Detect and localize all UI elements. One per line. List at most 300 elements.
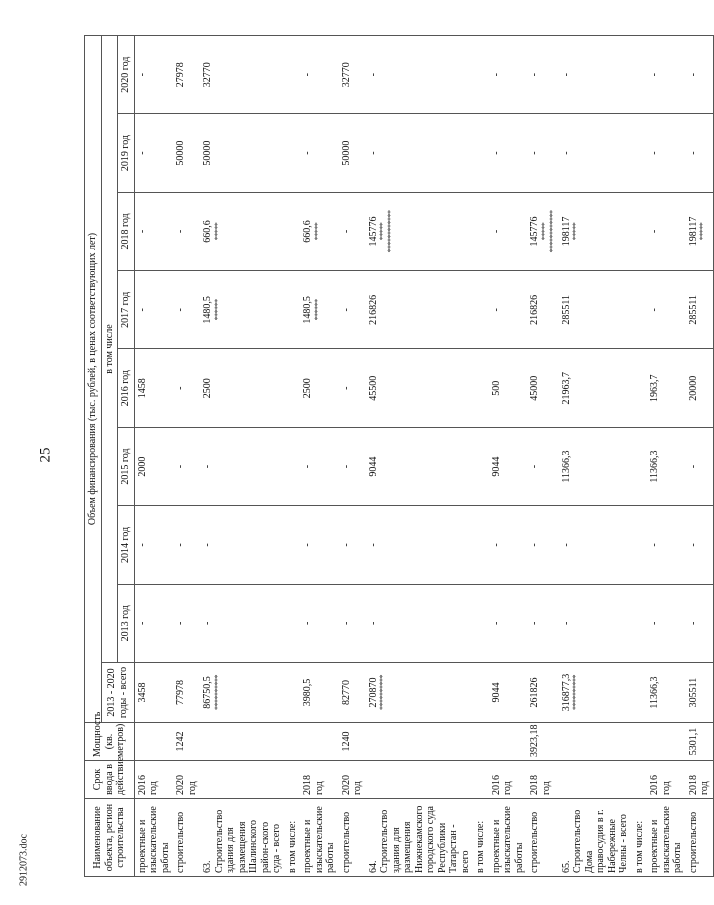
cell-term: [300, 761, 339, 799]
cell-year-value: -: [202, 543, 213, 547]
cell-year: [686, 271, 714, 349]
cell-year: [527, 192, 559, 270]
cell-year-value: -: [302, 543, 313, 547]
cell-year-value: -: [340, 229, 352, 234]
cell-name-value: 63. Строительство здания для размещения Шалинского район-ского суда - всего: [202, 809, 282, 873]
header-financing: Объем финансирования (тыс. рублей, в ценах соответствующих лет): [85, 36, 102, 723]
cell-term: [473, 761, 489, 799]
cell-year-value: -: [340, 543, 352, 547]
cell-year-value: 500: [490, 380, 502, 396]
cell-term-value: 2020 год: [175, 775, 198, 795]
cell-name-value: строительство: [687, 811, 699, 873]
cell-year: [285, 506, 301, 584]
cell-term: [559, 761, 632, 799]
cell-year-value: 1963,7: [649, 374, 660, 402]
cell-year: [632, 271, 648, 349]
cell-year: [173, 36, 200, 114]
cell-total-value: 77978: [175, 680, 186, 705]
cell-year-value: -: [136, 151, 148, 155]
footnote-mark: **********: [212, 675, 222, 710]
cell-capacity: [559, 723, 632, 761]
footnote-mark: **********: [378, 675, 387, 710]
cell-year: [173, 114, 200, 192]
cell-year: [134, 349, 173, 427]
cell-year: [647, 584, 686, 662]
cell-year: [285, 114, 301, 192]
cell-term: [527, 761, 559, 799]
cell-year-value: -: [490, 73, 502, 77]
cell-year-value: -: [560, 151, 572, 155]
cell-year: [489, 349, 528, 427]
cell-year: [647, 36, 686, 114]
cell-year: [200, 349, 285, 427]
cell-capacity: [473, 723, 489, 761]
cell-year-value: 285511: [560, 295, 572, 325]
table-row: [366, 36, 474, 877]
cell-name: [686, 799, 714, 877]
cell-year: [134, 36, 173, 114]
cell-name-value: 64. Строительство здания для размещения Нижнекамского городского суда Республики Татарстан - всего: [367, 805, 471, 873]
cell-year-value: -: [302, 151, 313, 155]
cell-term: [134, 761, 173, 799]
table-row: [489, 36, 528, 877]
cell-year: [200, 271, 285, 349]
cell-year: [366, 506, 474, 584]
cell-total-value: 11366,3: [649, 676, 660, 709]
cell-name-value: 65. Строительство Дома правосудия в г. Набережные Челны - всего: [560, 809, 629, 873]
cell-year: [285, 271, 301, 349]
cell-year-value: 660,6: [202, 220, 213, 243]
cell-year-value: -: [175, 386, 186, 390]
cell-year-value: -: [649, 73, 660, 77]
cell-term: [173, 761, 200, 799]
cell-total-value: 9044: [490, 682, 502, 703]
cell-year: [300, 271, 339, 349]
cell-year-value: -: [560, 73, 572, 77]
cell-year: [134, 271, 173, 349]
cell-year: [559, 192, 632, 270]
cell-total: [473, 663, 489, 723]
cell-year: [300, 427, 339, 505]
cell-term: [200, 761, 285, 799]
cell-name: [173, 799, 200, 877]
cell-year-value: 50000: [340, 140, 352, 166]
cell-year-value: 50000: [175, 140, 186, 166]
cell-year: [339, 36, 366, 114]
cell-year-value: 45500: [367, 375, 379, 401]
cell-year: [473, 192, 489, 270]
cell-year: [489, 506, 528, 584]
cell-year: [632, 349, 648, 427]
header-capacity: Мощность (кв. метров): [85, 723, 135, 761]
cell-term: [489, 761, 528, 799]
cell-year-value: 9044: [490, 456, 502, 477]
cell-year-value: 11366,3: [560, 450, 572, 483]
cell-name: [489, 799, 528, 877]
cell-year-value: 32770: [202, 62, 213, 88]
cell-year: [559, 349, 632, 427]
cell-year: [366, 427, 474, 505]
cell-year: [339, 349, 366, 427]
cell-year: [527, 506, 559, 584]
cell-year-value: -: [649, 543, 660, 547]
cell-year-value: -: [175, 543, 186, 547]
cell-year: [285, 36, 301, 114]
cell-total: [647, 663, 686, 723]
cell-year-value: -: [367, 543, 379, 547]
cell-year: [339, 506, 366, 584]
table-row: [686, 36, 714, 877]
cell-term-value: 2018 год: [687, 775, 710, 795]
cell-year: [489, 114, 528, 192]
cell-name-value: в том числе:: [286, 820, 298, 873]
cell-term: [366, 761, 474, 799]
cell-year: [489, 584, 528, 662]
cell-year-value: -: [687, 73, 699, 77]
cell-name: [200, 799, 285, 877]
header-year: 2013 год: [118, 584, 135, 662]
cell-year: [200, 584, 285, 662]
cell-year: [300, 36, 339, 114]
cell-year-value: -: [490, 151, 502, 155]
cell-year: [300, 506, 339, 584]
cell-year-value: 2500: [202, 378, 213, 399]
cell-year: [647, 271, 686, 349]
cell-year-value: -: [490, 543, 502, 547]
cell-year-value: -: [302, 464, 313, 469]
cell-year-value: -: [687, 621, 699, 625]
page-number: 25: [37, 447, 54, 463]
cell-total: [686, 663, 714, 723]
cell-total-value: 316877,3: [560, 673, 572, 712]
cell-capacity: [173, 723, 200, 761]
cell-year: [686, 114, 714, 192]
cell-year: [300, 114, 339, 192]
cell-year: [173, 427, 200, 505]
cell-year: [173, 584, 200, 662]
cell-year: [647, 349, 686, 427]
cell-year-value: -: [529, 464, 540, 469]
table-row: [559, 36, 632, 877]
footnote-mark: *****: [212, 222, 222, 241]
cell-year: [173, 192, 200, 270]
cell-year: [134, 584, 173, 662]
cell-year-value: -: [175, 621, 186, 625]
header-year: 2020 год: [118, 36, 135, 114]
cell-year: [339, 584, 366, 662]
table-row: [173, 36, 200, 877]
cell-year-value: 1458: [136, 378, 148, 399]
cell-year: [339, 427, 366, 505]
cell-year: [527, 271, 559, 349]
cell-year: [173, 271, 200, 349]
cell-year: [686, 192, 714, 270]
cell-total: [366, 663, 474, 723]
cell-term-value: 2018 год: [302, 775, 325, 795]
footnote-mark: ******: [312, 299, 322, 321]
cell-total-value: 261826: [529, 677, 540, 708]
footnote-mark: *****: [571, 222, 580, 241]
cell-year-value: 660,6: [302, 220, 313, 243]
cell-year-value: -: [202, 464, 213, 469]
cell-capacity-value: 1242: [175, 731, 186, 752]
cell-total: [173, 663, 200, 723]
cell-year: [632, 427, 648, 505]
cell-year: [489, 427, 528, 505]
cell-name-value: строительство: [529, 811, 540, 873]
cell-total: [285, 663, 301, 723]
cell-capacity: [134, 723, 173, 761]
cell-total: [489, 663, 528, 723]
cell-capacity: [300, 723, 339, 761]
header-year: 2016 год: [118, 349, 135, 427]
cell-name-value: проектные и изыскательские работы: [136, 806, 171, 873]
cell-year-value: -: [340, 464, 352, 469]
footnote-mark: *****: [698, 222, 707, 241]
cell-year: [366, 36, 474, 114]
cell-year: [200, 36, 285, 114]
cell-year-value: -: [560, 543, 572, 547]
cell-name: [366, 799, 474, 877]
cell-year: [300, 584, 339, 662]
cell-total-value: 82770: [340, 680, 352, 705]
header-year: 2017 год: [118, 271, 135, 349]
cell-year: [285, 192, 301, 270]
cell-name: [632, 799, 648, 877]
cell-year: [473, 349, 489, 427]
footnote-mark: **********: [571, 675, 580, 710]
table-row: [134, 36, 173, 877]
cell-year-value: 21963,7: [560, 371, 572, 405]
cell-year-value: -: [136, 543, 148, 547]
cell-year: [489, 36, 528, 114]
cell-year: [366, 584, 474, 662]
cell-year-value: 2000: [136, 456, 148, 477]
cell-year: [559, 114, 632, 192]
cell-year: [686, 36, 714, 114]
cell-year-value: -: [367, 621, 379, 625]
cell-year: [527, 349, 559, 427]
cell-year: [527, 427, 559, 505]
cell-capacity: [285, 723, 301, 761]
cell-year-value: 1480,5: [202, 296, 213, 324]
cell-name: [559, 799, 632, 877]
cell-capacity: [366, 723, 474, 761]
cell-year-value: 198117: [560, 216, 572, 247]
cell-name-value: в том числе:: [633, 820, 645, 873]
cell-year-value: -: [687, 151, 699, 155]
cell-total: [339, 663, 366, 723]
footnote-mark: ***** ************: [378, 210, 395, 253]
cell-year-value: -: [136, 73, 148, 77]
cell-year: [473, 427, 489, 505]
header-term: Срок ввода в действие: [85, 761, 135, 799]
cell-year: [200, 192, 285, 270]
cell-year-value: 285511: [687, 295, 699, 325]
cell-year-value: 216826: [367, 294, 379, 325]
cell-term: [285, 761, 301, 799]
cell-year: [173, 506, 200, 584]
cell-name-value: проектные и изыскательские работы: [302, 806, 336, 873]
cell-year-value: 32770: [340, 62, 352, 88]
cell-year-value: -: [649, 151, 660, 155]
cell-year: [527, 114, 559, 192]
cell-year-value: 27978: [175, 62, 186, 88]
cell-capacity: [632, 723, 648, 761]
cell-year: [647, 114, 686, 192]
cell-year: [647, 192, 686, 270]
cell-year: [473, 506, 489, 584]
cell-name-value: проектные и изыскательские работы: [649, 806, 683, 873]
cell-year: [559, 427, 632, 505]
cell-year-value: 216826: [529, 294, 540, 325]
cell-year-value: -: [202, 621, 213, 625]
cell-year-value: -: [490, 621, 502, 625]
cell-term-value: 2016 год: [490, 775, 513, 795]
cell-year: [339, 271, 366, 349]
cell-year: [366, 271, 474, 349]
cell-year: [300, 192, 339, 270]
cell-name-value: проектные и изыскательские работы: [490, 806, 525, 873]
financing-table: [84, 35, 714, 877]
cell-year: [686, 506, 714, 584]
cell-total: [632, 663, 648, 723]
cell-term-value: 2020 год: [340, 775, 363, 795]
cell-year: [489, 271, 528, 349]
cell-year: [366, 192, 474, 270]
cell-term-value: 2016 год: [649, 775, 672, 795]
cell-year: [366, 349, 474, 427]
table-row: [285, 36, 301, 877]
cell-total: [200, 663, 285, 723]
cell-name-value: строительство: [340, 811, 352, 873]
header-including: в том числе: [101, 36, 118, 663]
cell-year: [200, 506, 285, 584]
cell-name: [647, 799, 686, 877]
rotated-table-container: [84, 35, 710, 877]
cell-term-value: 2016 год: [136, 775, 159, 795]
table-body: [134, 36, 713, 877]
cell-total: [559, 663, 632, 723]
cell-year-value: -: [340, 386, 352, 390]
cell-capacity-value: 3923,18: [529, 724, 540, 757]
header-total: 2013 - 2020 годы - всего: [101, 663, 134, 723]
header-year: 2018 год: [118, 192, 135, 270]
cell-capacity: [339, 723, 366, 761]
cell-year-value: -: [649, 308, 660, 312]
cell-year-value: -: [687, 464, 699, 469]
cell-year-value: -: [529, 543, 540, 547]
cell-year: [134, 427, 173, 505]
cell-year-value: 11366,3: [649, 450, 660, 483]
cell-total: [527, 663, 559, 723]
cell-total: [300, 663, 339, 723]
cell-year: [339, 114, 366, 192]
cell-total: [134, 663, 173, 723]
cell-year: [200, 427, 285, 505]
header-name: Наименование объекта, регион строительства: [85, 799, 135, 877]
cell-total-value: 305511: [687, 677, 699, 708]
cell-year: [632, 192, 648, 270]
cell-name: [339, 799, 366, 877]
cell-year-value: 9044: [367, 456, 379, 477]
cell-year-value: -: [367, 73, 379, 77]
cell-year-value: 145776: [367, 216, 379, 247]
cell-year: [285, 584, 301, 662]
cell-year: [366, 114, 474, 192]
cell-year: [489, 192, 528, 270]
cell-year-value: -: [529, 151, 540, 155]
cell-year: [632, 36, 648, 114]
cell-year: [632, 584, 648, 662]
cell-name: [473, 799, 489, 877]
cell-year: [527, 584, 559, 662]
cell-year-value: 2500: [302, 378, 313, 399]
footer-filename: 2912073.doc: [18, 834, 30, 886]
cell-year-value: -: [649, 229, 660, 234]
cell-term: [632, 761, 648, 799]
cell-year-value: -: [302, 621, 313, 625]
cell-year: [686, 427, 714, 505]
cell-year: [559, 584, 632, 662]
cell-year: [300, 349, 339, 427]
cell-year-value: -: [649, 621, 660, 625]
cell-name-value: строительство: [175, 811, 186, 873]
cell-year-value: -: [136, 229, 148, 234]
cell-year-value: -: [490, 229, 502, 234]
cell-year-value: -: [175, 308, 186, 312]
cell-year-value: -: [340, 621, 352, 625]
cell-year: [559, 36, 632, 114]
cell-year-value: -: [490, 308, 502, 312]
cell-capacity: [200, 723, 285, 761]
cell-year-value: -: [136, 621, 148, 625]
table-row: [339, 36, 366, 877]
cell-total-value: 3458: [136, 682, 148, 703]
cell-name: [527, 799, 559, 877]
cell-year: [285, 349, 301, 427]
cell-year-value: -: [529, 621, 540, 625]
cell-year: [686, 584, 714, 662]
cell-year-value: -: [367, 151, 379, 155]
cell-name: [285, 799, 301, 877]
cell-year-value: 45000: [529, 375, 540, 401]
cell-year-value: -: [175, 464, 186, 469]
table-row: [527, 36, 559, 877]
cell-year: [686, 349, 714, 427]
cell-total-value: 3980,5: [302, 678, 313, 707]
cell-capacity: [527, 723, 559, 761]
cell-term-value: 2018 год: [529, 775, 552, 795]
cell-capacity-value: 1240: [340, 731, 352, 752]
cell-year: [339, 192, 366, 270]
cell-year-value: 145776: [529, 216, 540, 247]
cell-year: [559, 506, 632, 584]
cell-total-value: 270870: [367, 677, 379, 708]
cell-capacity: [647, 723, 686, 761]
cell-name: [300, 799, 339, 877]
cell-year: [632, 114, 648, 192]
table-row: [647, 36, 686, 877]
cell-year: [134, 192, 173, 270]
table-row: [632, 36, 648, 877]
cell-year-value: 50000: [202, 140, 213, 166]
cell-year-value: -: [302, 73, 313, 77]
cell-year-value: -: [560, 621, 572, 625]
cell-year-value: 20000: [687, 375, 699, 401]
cell-year-value: 198117: [687, 216, 699, 247]
header-year: 2019 год: [118, 114, 135, 192]
